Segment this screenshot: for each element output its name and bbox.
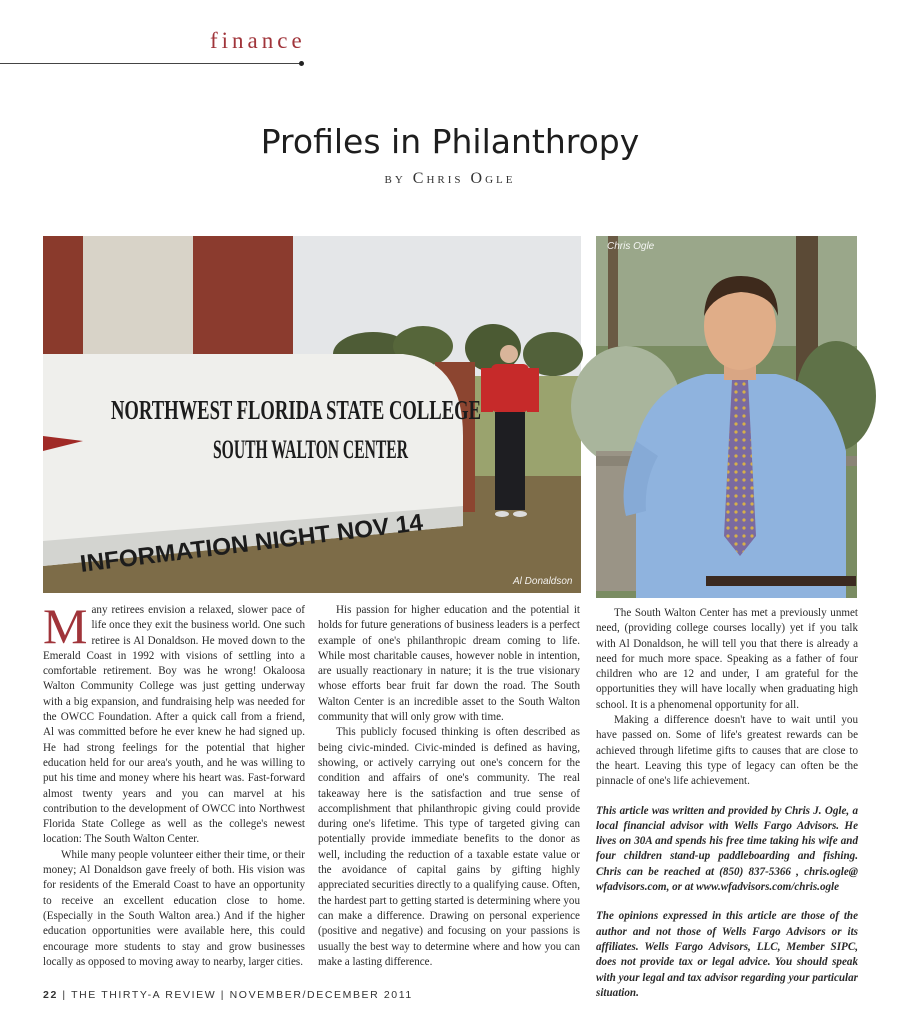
photo-chris-ogle-illustration (596, 236, 857, 598)
sign-text-line3: INFORMATION NIGHT NOV 14 (78, 509, 421, 578)
paragraph: While many people volunteer either their time, or their money; Al Donaldson gave freely of both. His vision was for residents of the Emerald Coast to have an opportunity to receive an excellent education close to home. (Especially in the South Walton area.) And if the higher education opportunities were available here, this could encourage more students to stay and grow businesses locally as opposed to moving away to nearby, larger cities. (43, 848, 305, 968)
footer-separator: | (220, 989, 226, 1001)
footer-separator: | (62, 989, 67, 1001)
paragraph-text: any retirees envision a relaxed, slower pace of life once they exit the business world. One such retiree is Al Donaldson. He moved down to the Emerald Coast in 1992 with visions of settling into a comfortable retirement. Boy was he wrong! Okaloosa Walton Community College was just getting underway with a big expansion, and fundraising help was needed for the OWCC Foundation. After a quick call from a friend, Al was committed before he ever knew he had signed up. He had strong feelings for the potential that higher education held for our area's youth, and he was willing to put his time and money where his heart was. Fast-forward almost twenty years and you can marvel at his contribution to the development of OWCC into Northwest Florida State College as well as the college's newest location: The South Walton Center. (43, 604, 305, 846)
section-rule (0, 63, 302, 64)
disclaimer: The opinions expressed in this article are those of the author and not those of Wells Fargo Advisors or its affiliates. Wells Fargo Advisors, LLC, Member SIPC, does not provide tax or legal advice. You should speak with your legal and tax advisor regarding your particular situation. (596, 910, 858, 999)
paragraph: The South Walton Center has met a previously unmet need, (providing college courses locally) yet if you talk with Al Donaldson, he will tell you that there is already a need for much more space. Speaking as a father of four children who are 12 and under, I am grateful for the opportunities they will have locally when graduating high school. It is a phenomenal opportunity for all. (596, 607, 858, 711)
section-label: finance (210, 28, 306, 53)
paragraph: Making a difference doesn't have to wait until you have passed on. Some of life's greatest rewards can be achieved through lifetime gifts to causes that are close to the heart. Leaving this type of legacy can often be the pinnacle of one's life achievement. (596, 714, 858, 788)
paragraph (43, 598, 305, 848)
page-number: 22 (43, 989, 58, 1001)
sign-text-line1: NORTHWEST FLORIDA STATE COLLEGE (111, 395, 481, 425)
photo-chris-ogle (596, 236, 857, 598)
photo-al-donaldson-illustration (43, 236, 581, 593)
publication-name: THE THIRTY-A REVIEW (71, 989, 217, 1001)
paragraph: His passion for higher education and the potential it holds for future generations of business leaders is a perfect example of one's philanthropic dream coming to life. While most charitable causes, however noble in intention, are usually reactionary in nature; it is the true visionary whose efforts bear fruit far down the road. The South Walton Center is an incredible asset to the South Walton community that will only grow with time. (318, 604, 580, 724)
author-note: This article was written and provided by Chris J. Ogle, a local financial advisor with Wells Fargo Advisors. He lives on 30A and spends his free time taking his wife and four children stand-up paddleboarding and fishing. Chris can be reached at (850) 837-5366 , chris.ogle@ wfadvisors.com, or at www.wfadvisors.com/chris.ogle (596, 804, 858, 894)
sign-text-line2: SOUTH WALTON CENTER (213, 435, 409, 464)
article-column-3 (596, 606, 858, 1001)
drop-cap: M (43, 598, 88, 654)
article-byline: by Chris Ogle (384, 170, 516, 187)
paragraph: This publicly focused thinking is often described as being civic-minded. Civic-minded is defined as having, showing, or actively carrying out one's concern for the condition and affairs of one's community. The real takeaway here is the satisfaction and true sense of accomplishment that philanthropic giving could provide during one's lifetime. This type of targeted giving can potentially provide immediate benefits to the donor as well, including the reduction of a taxable estate value or the avoidance of capital gains by gifting highly appreciated securities directly to a qualifying cause. Often, the hardest part to getting started is determining where you can make a difference. Drawing on personal experience (positive and negative) and focusing on your passions is usually the best way to determine where and how you can make a lasting difference. (318, 726, 580, 968)
article-title: Profiles in Philanthropy (260, 122, 640, 161)
photo-caption-al: Al Donaldson (513, 576, 573, 587)
article-column-2 (318, 603, 580, 970)
photo-al-donaldson (43, 236, 581, 593)
page-footer (43, 989, 413, 1001)
issue-date: NOVEMBER/DECEMBER 2011 (229, 989, 413, 1001)
section-rule-dot (299, 61, 304, 66)
article-column-1 (43, 598, 305, 970)
photo-caption-chris: Chris Ogle (607, 241, 655, 252)
